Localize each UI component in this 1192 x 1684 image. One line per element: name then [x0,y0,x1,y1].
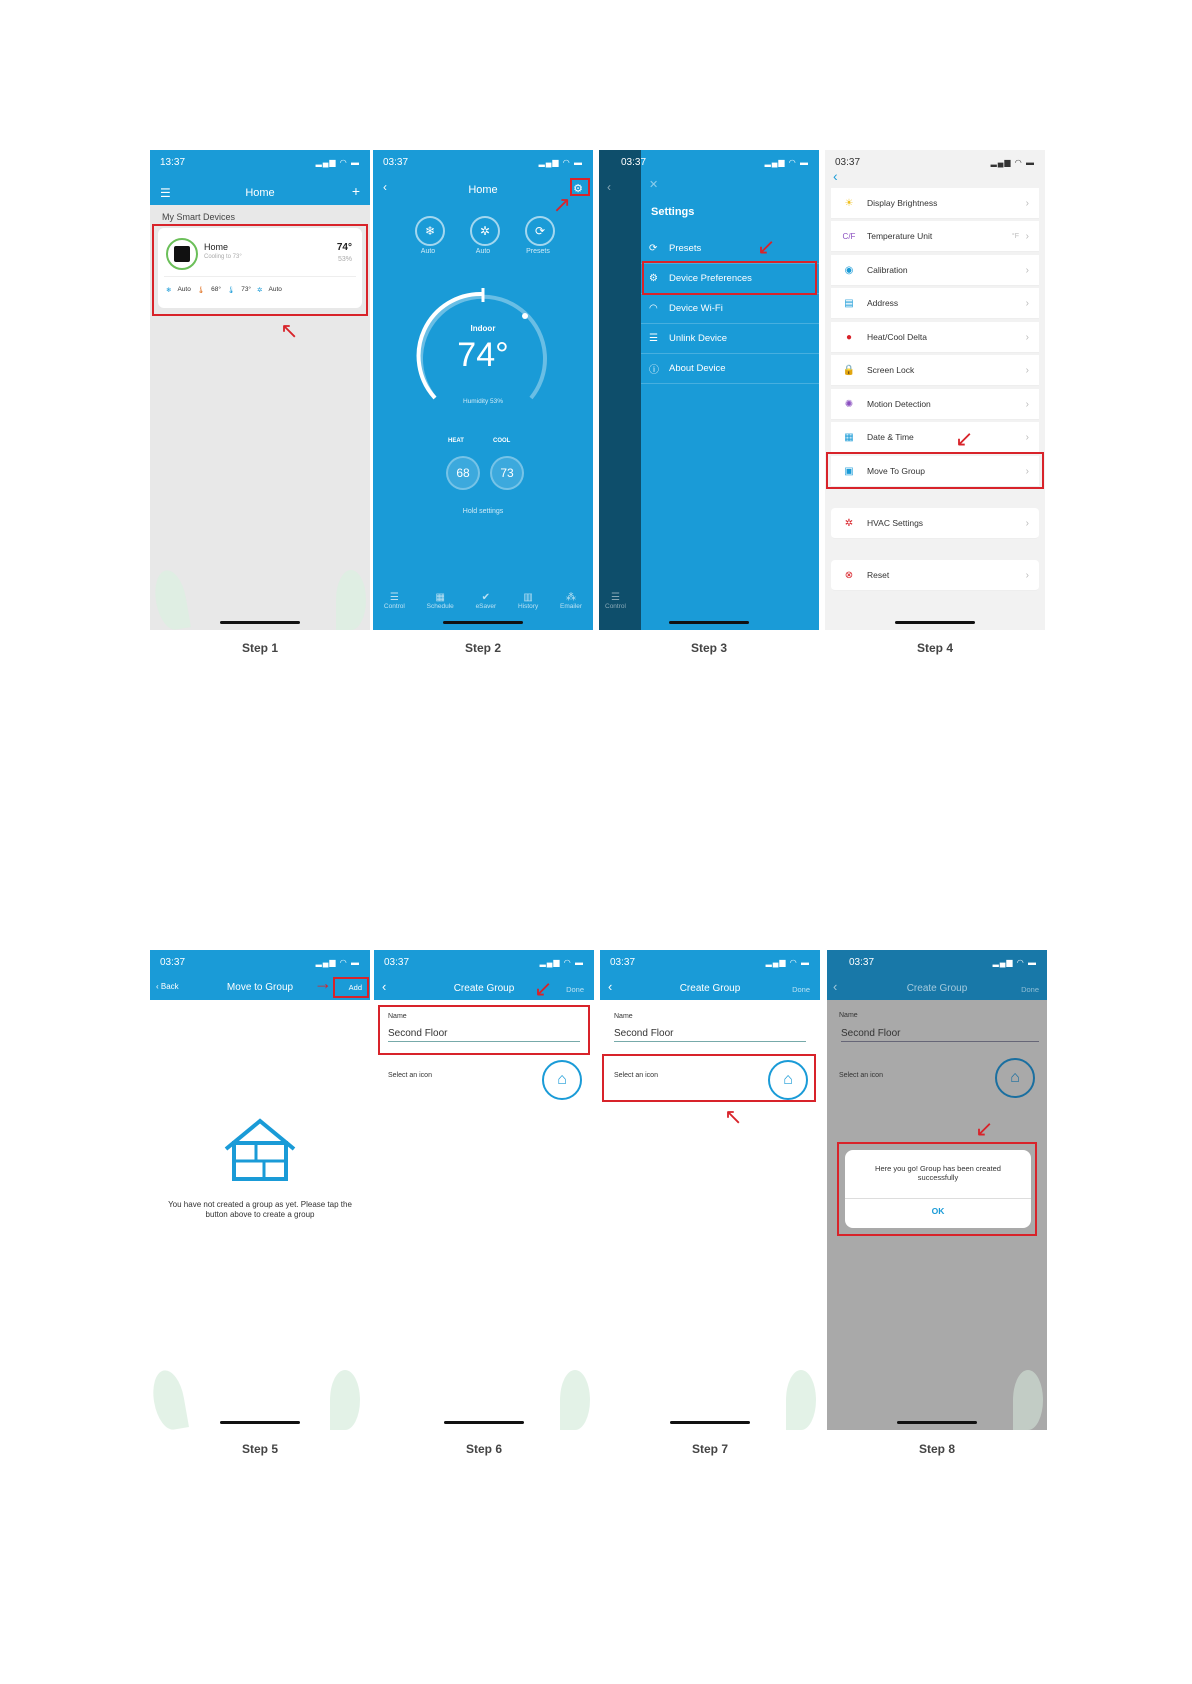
back-icon[interactable]: ‹ [383,180,387,194]
pointer-arrow: ↙ [757,234,776,259]
step-caption: Step 8 [918,1442,955,1456]
menu-item-about-device[interactable] [641,353,819,384]
home-group-icon [220,1115,300,1185]
highlight-box [837,1142,1037,1236]
settings-title: Settings [651,206,695,218]
cool-label: COOL [493,438,511,444]
tab-control[interactable] [605,592,626,610]
ok-button[interactable]: OK [931,1206,945,1216]
row-label: Screen Lock [867,365,915,375]
status-time: 03:37 [160,957,186,968]
row-label: Display Brightness [867,198,938,208]
icon-label: Select an icon [839,1072,883,1079]
menu-label: Device Preferences [669,272,752,284]
calendar-icon: ▦ [435,592,445,603]
highlight-box [642,261,817,295]
done-button[interactable]: Done [792,985,810,994]
chevron-right-icon: › [1025,465,1029,477]
row-motion-detection[interactable] [831,389,1039,420]
highlight-box [602,1054,816,1102]
menu-label: Presets [669,242,702,254]
tab-label: Control [605,603,626,610]
heat-icon: 🌡 [196,287,206,294]
icon-label: Select an icon [614,1072,658,1079]
tab-label: eSaver [475,603,497,610]
row-label: Reset [867,570,890,580]
add-device-button[interactable]: + [351,183,360,199]
highlight-box [570,178,590,196]
unlink-icon: ☰ [649,332,658,344]
wifi-icon: ◠ [649,302,658,314]
row-label: Calibration [867,265,908,275]
pointer-arrow: ↗ [552,192,571,217]
mode-label: Auto [420,248,436,255]
step6-screen [374,950,594,1430]
status-time: 03:37 [849,957,875,968]
heat-value: 68° [211,286,221,293]
control-icon: ☰ [389,592,399,603]
calibration-icon: ◉ [844,264,854,276]
highlight-box [378,1005,590,1055]
indoor-temp: 74° [457,336,509,374]
status-icons: ▂▄▆ ◠ ▬ [765,958,810,967]
back-icon: ‹ [833,979,838,994]
step2-screen [373,150,593,630]
name-input[interactable]: Second Floor [614,1028,806,1042]
row-label: HVAC Settings [867,518,924,528]
chevron-right-icon: › [1025,569,1029,581]
page-title: Home [245,187,275,199]
menu-item-unlink-device[interactable] [641,323,819,354]
done-button: Done [1021,985,1039,994]
page-title: Create Group [906,983,968,994]
section-title: My Smart Devices [162,212,236,222]
tab-schedule[interactable] [427,592,454,610]
step5-screen [150,950,370,1430]
row-label: Motion Detection [867,399,931,409]
row-reset[interactable] [831,560,1039,591]
step8-screen [827,950,1047,1430]
dialog-message: Here you go! Group has been created successfully [875,1164,1001,1183]
mode-icon: ❄ [166,287,172,294]
empty-state-message: You have not created a group as yet. Please tap the button above to create a group [168,1200,352,1220]
status-time: 13:37 [160,157,186,168]
status-time: 03:37 [835,157,861,168]
back-icon[interactable]: ‹ [833,168,838,184]
step-caption: Step 3 [690,641,727,655]
mode-label: Auto [177,286,191,293]
map-icon: ▤ [844,297,854,309]
row-screen-lock[interactable] [831,355,1039,386]
menu-label: Device Wi-Fi [669,302,723,314]
pointer-arrow: → [314,973,332,993]
hold-settings[interactable]: Hold settings [462,508,504,515]
sun-icon: ☀ [844,197,854,209]
status-time: 03:37 [384,957,410,968]
name-label: Name [839,1012,858,1019]
step4-screen [825,150,1045,630]
menu-label: About Device [669,362,726,374]
row-label: Date & Time [867,432,914,442]
tab-esaver[interactable] [476,592,497,610]
back-icon[interactable]: ‹ [382,979,387,994]
menu-item-presets[interactable] [641,233,819,264]
calendar-icon: ▦ [844,431,854,443]
chevron-right-icon: › [1025,364,1029,376]
highlight-box [826,452,1044,489]
presets-button[interactable]: ⟳ [525,216,555,246]
chevron-right-icon: › [1025,431,1029,443]
step7-screen [600,950,820,1430]
status-icons: ▂▄▆ ◠ ▬ [538,158,583,167]
status-icons: ▂▄▆ ◠ ▬ [315,958,360,967]
name-input: Second Floor [841,1028,1039,1042]
heat-label: HEAT [448,438,464,444]
dimmed-panel [599,150,641,630]
lock-icon: 🔒 [842,364,856,376]
reset-icon: ⊗ [844,569,854,581]
highlight-box [333,977,369,998]
row-date-time[interactable] [831,422,1039,453]
close-icon[interactable]: ✕ [649,179,659,191]
tab-history[interactable] [518,592,538,610]
step-caption: Step 4 [916,641,953,655]
name-input[interactable]: Second Floor [388,1028,580,1042]
tab-label: Schedule [426,603,454,610]
menu-icon[interactable]: ☰ [160,186,171,200]
tab-label: Control [383,603,405,610]
status-time: 03:37 [610,957,636,968]
control-icon: ☰ [611,592,620,603]
page-title: Home [468,184,498,196]
presets-icon: ⟳ [649,242,658,254]
status-icons: ▂▄▆ ◠ ▬ [990,158,1035,167]
icon-picker[interactable] [542,1060,582,1100]
device-temp: 74° [336,242,352,253]
row-label: Temperature Unit [867,231,933,241]
step-caption: Step 2 [464,641,501,655]
back-icon[interactable]: ‹ [608,979,613,994]
fan-icon: ✲ [257,287,263,294]
cool-value: 73° [241,286,252,293]
row-label: Address [867,298,899,308]
chart-icon: ▥ [523,592,533,603]
row-temperature-unit[interactable] [831,221,1039,252]
row-display-brightness[interactable] [831,188,1039,219]
status-time: 03:37 [621,157,647,168]
chevron-right-icon: › [1025,517,1029,529]
group-icon: ▣ [844,465,854,477]
chevron-right-icon: › [1025,297,1029,309]
cool-icon: 🌡 [226,287,236,294]
page-title: Create Group [679,983,741,994]
heat-setpoint[interactable]: 68 [446,456,480,490]
row-label: Move To Group [867,466,925,476]
pointer-arrow: ↖ [724,1104,743,1129]
pointer-arrow: ↙ [955,426,974,451]
unit-icon: C/F [842,231,856,241]
menu-item-device-wifi[interactable] [641,293,819,324]
pointer-arrow: ↙ [534,976,553,1001]
device-name: Home [204,242,229,252]
leaf-icon: ✔ [481,592,491,603]
chevron-right-icon: › [1025,264,1029,276]
status-icons: ▂▄▆ ◠ ▬ [764,158,809,167]
chevron-right-icon: › [1025,398,1029,410]
home-icon: ⌂ [557,1071,567,1088]
info-icon: ⓘ [649,364,659,376]
tab-label: Emailer [560,603,583,610]
step-caption: Step 7 [691,1442,728,1456]
row-label: Heat/Cool Delta [867,332,928,342]
row-heat-cool-delta[interactable] [831,322,1039,353]
back-icon: ‹ [607,180,611,194]
home-icon: ⌂ [1010,1069,1020,1086]
preferences-icon: ⚙ [649,272,658,284]
menu-label: Unlink Device [669,332,728,344]
done-button[interactable]: Done [566,985,584,994]
status-time: 03:37 [383,157,409,168]
tab-control[interactable] [384,592,405,610]
tab-label: History [517,603,539,610]
fan-label: Auto [268,286,282,293]
icon-label: Select an icon [388,1072,432,1079]
motion-icon: ✺ [844,398,854,410]
humidity-label: Humidity 53% [462,398,504,405]
tab-emailer[interactable] [560,592,582,610]
device-status: Cooling to 73° [204,254,242,260]
status-icons: ▂▄▆ ◠ ▬ [315,158,360,167]
step-caption: Step 1 [241,641,278,655]
pointer-arrow: ↖ [280,318,299,343]
page-title: Move to Group [226,982,294,993]
indoor-label: Indoor [470,324,496,333]
tab-bar [373,592,593,610]
device-humidity: 53% [337,256,352,263]
chevron-right-icon: › [1025,197,1029,209]
grid-icon: ⁂ [566,592,577,603]
page-title: Create Group [453,983,515,994]
name-label: Name [388,1013,407,1020]
row-address[interactable] [831,288,1039,319]
fan-label: Auto [475,248,491,255]
home-icon: ⌂ [783,1071,793,1088]
mode-button-auto[interactable]: ❄ [415,216,445,246]
back-label: Back [160,982,179,991]
chevron-right-icon: › [1025,331,1029,343]
pointer-arrow: ↙ [975,1116,994,1141]
cool-setpoint[interactable]: 73 [490,456,524,490]
icon-picker [995,1058,1035,1098]
back-button[interactable]: ‹ Back [156,982,179,991]
delta-icon: ● [845,331,853,343]
highlight-box [152,224,368,316]
add-button[interactable]: Add [348,983,362,992]
fan-button-auto[interactable]: ✲ [470,216,500,246]
hvac-icon: ✲ [844,517,854,529]
step1-screen [150,150,370,630]
step3-screen [599,150,819,630]
step-caption: Step 5 [241,1442,278,1456]
unit-value: °F [1011,232,1019,240]
status-icons: ▂▄▆ ◠ ▬ [539,958,584,967]
name-label: Name [614,1013,633,1020]
chevron-right-icon: › [1025,230,1029,242]
row-hvac-settings[interactable] [831,508,1039,539]
step-caption: Step 6 [465,1442,502,1456]
gear-icon[interactable]: ⚙ [573,183,583,195]
row-calibration[interactable] [831,255,1039,286]
status-icons: ▂▄▆ ◠ ▬ [992,958,1037,967]
presets-label: Presets [526,248,550,255]
